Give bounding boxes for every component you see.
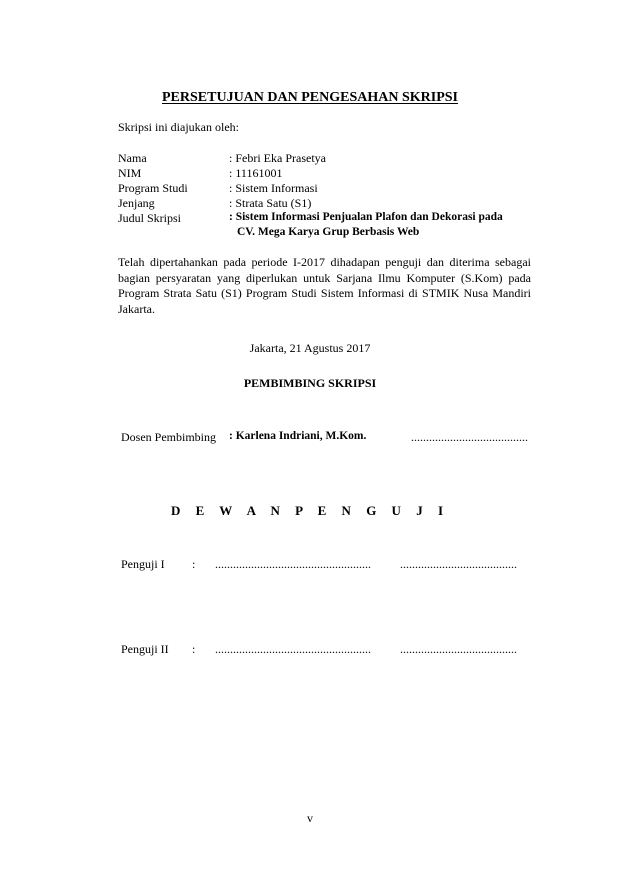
value-prodi: : Sistem Informasi bbox=[229, 181, 318, 195]
penguji-1-label: Penguji I bbox=[121, 557, 165, 571]
value-jenjang: : Strata Satu (S1) bbox=[229, 196, 312, 210]
value-nama: : Febri Eka Prasetya bbox=[229, 151, 326, 165]
penguji-2-colon: : bbox=[192, 642, 196, 656]
pembimbing-signature-line: ....................................... bbox=[411, 430, 528, 444]
penguji-1-colon: : bbox=[192, 557, 196, 571]
date-line: Jakarta, 21 Agustus 2017 bbox=[249, 341, 371, 355]
intro-text: Skripsi ini diajukan oleh: bbox=[118, 120, 239, 134]
dewan-penguji-heading: D E W A N P E N G U J I bbox=[170, 503, 450, 518]
pembimbing-heading: PEMBIMBING SKRIPSI bbox=[243, 376, 377, 390]
label-judul: Judul Skripsi bbox=[118, 211, 182, 225]
value-nim: : 11161001 bbox=[229, 166, 283, 180]
penguji-1-name-line: .................................................... bbox=[215, 557, 371, 571]
penguji-2-label: Penguji II bbox=[121, 642, 169, 656]
label-nama: Nama bbox=[118, 151, 147, 165]
value-judul-line1: : Sistem Informasi Penjualan Plafon dan Dekorasi pada bbox=[229, 211, 503, 223]
statement-paragraph: Telah dipertahankan pada periode I-2017 dihadapan penguji dan diterima sebagai bagian persyaratan yang diperlukan untuk Sarjana Ilmu Komputer (S.Kom) pada Program Strata Satu (S1) Program Studi Sistem Informasi di STMIK Nusa Mandiri Jakarta. bbox=[118, 255, 531, 316]
page-title: PERSETUJUAN DAN PENGESAHAN SKRIPSI bbox=[162, 90, 458, 105]
page-number: v bbox=[307, 811, 313, 825]
label-jenjang: Jenjang bbox=[118, 196, 155, 210]
pembimbing-name: : Karlena Indriani, M.Kom. bbox=[229, 430, 367, 442]
penguji-1-signature-line: ....................................... bbox=[400, 557, 517, 571]
penguji-2-signature-line: ....................................... bbox=[400, 642, 517, 656]
penguji-2-name-line: .................................................... bbox=[215, 642, 371, 656]
value-judul-line2: CV. Mega Karya Grup Berbasis Web bbox=[237, 226, 420, 238]
label-nim: NIM bbox=[118, 166, 142, 180]
pembimbing-label: Dosen Pembimbing bbox=[121, 430, 216, 444]
label-prodi: Program Studi bbox=[118, 181, 188, 195]
